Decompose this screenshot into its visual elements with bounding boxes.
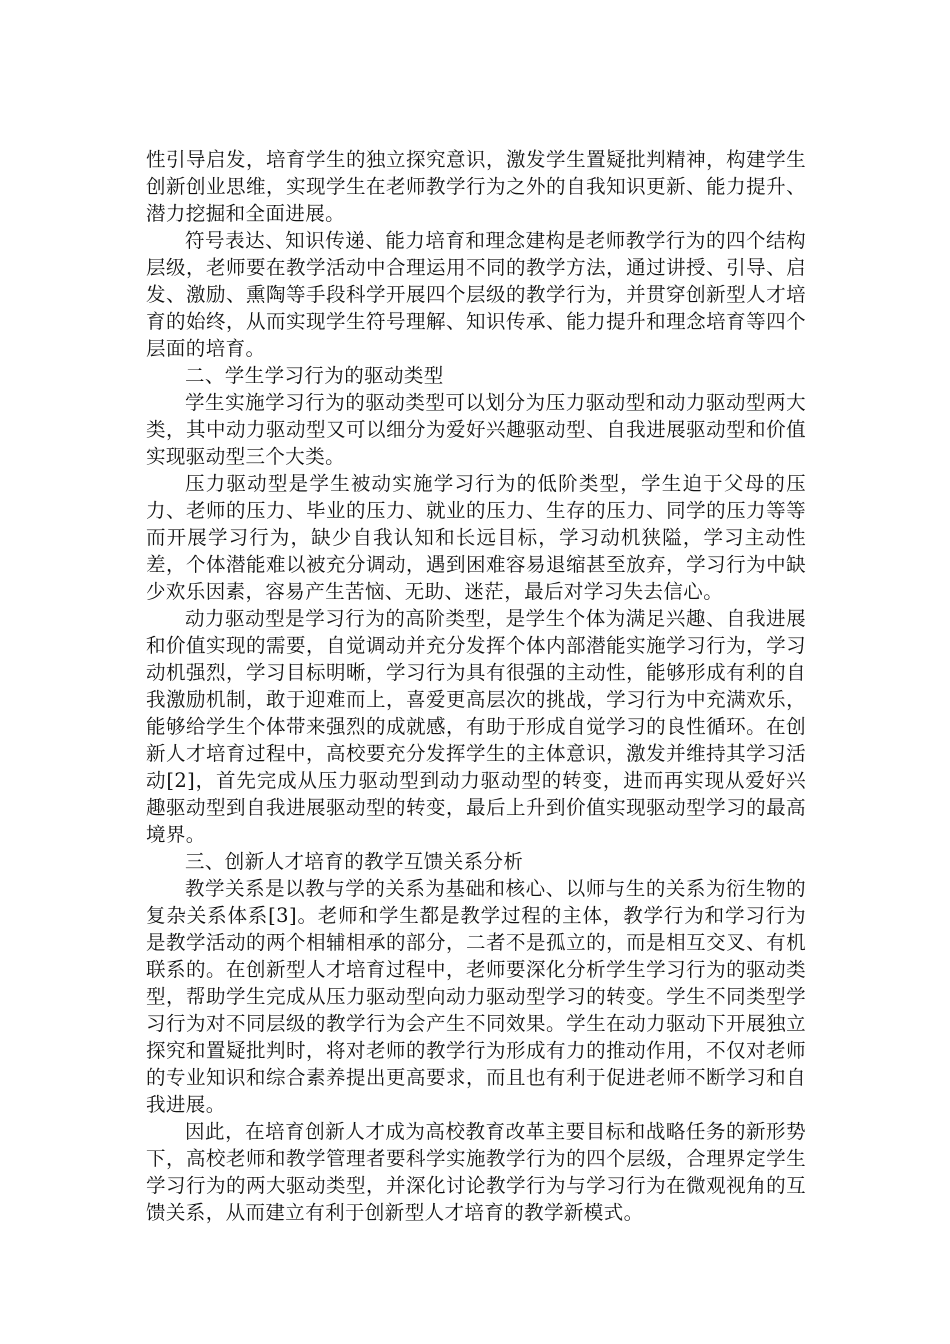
paragraph-pressure-driven: 压力驱动型是学生被动实施学习行为的低阶类型，学生迫于父母的压力、老师的压力、毕业的压力、就业的压力、生存的压力、同学的压力等等而开展学习行为，缺少自我认知和长远目标，学习动机狭隘，学习主动性差，个体潜能难以被充分调动，遇到困难容易退缩甚至放弃，学习行为中缺少欢乐因素，容易产生苦恼、无助、迷茫，最后对学习失去信心。: [146, 472, 806, 603]
paragraph-teaching-levels: 符号表达、知识传递、能力培育和理念建构是老师教学行为的四个结构层级，老师要在教学活动中合理运用不同的教学方法，通过讲授、引导、启发、激励、熏陶等手段科学开展四个层级的教学行为，并贯穿创新型人才培育的始终，从而实现学生符号理解、知识传承、能力提升和理念培育等四个层面的培育。: [146, 229, 806, 360]
paragraph-teaching-relationship: 教学关系是以教与学的关系为基础和核心、以师与生的关系为衍生物的复杂关系体系[3]。老师和学生都是教学过程的主体，教学行为和学习行为是教学活动的两个相辅相承的部分，二者不是孤立的，而是相互交叉、有机联系的。在创新型人才培育过程中，老师要深化分析学生学习行为的驱动类型，帮助学生完成从压力驱动型向动力驱动型学习的转变。学生不同类型学习行为对不同层级的教学行为会产生不同效果。学生在动力驱动下开展独立探究和置疑批判时，将对老师的教学行为形成有力的推动作用，不仅对老师的专业知识和综合素养提出更高要求，而且也有利于促进老师不断学习和自我进展。: [146, 877, 806, 1116]
section-heading-three: 三、创新人才培育的教学互馈关系分析: [185, 850, 524, 873]
paragraph-motivation-driven: 动力驱动型是学习行为的高阶类型，是学生个体为满足兴趣、自我进展和价值实现的需要，自觉调动并充分发挥个体内部潜能实施学习行为，学习动机强烈，学习目标明晰，学习行为具有很强的主动性，能够形成有利的自我激励机制，敢于迎难而上，喜爱更高层次的挑战，学习行为中充满欢乐，能够给学生个体带来强烈的成就感，有助于形成自觉学习的良性循环。在创新人才培育过程中，高校要充分发挥学生的主体意识，激发并维持其学习活动[2]，首先完成从压力驱动型到动力驱动型的转变，进而再实现从爱好兴趣驱动型到自我进展驱动型的转变，最后上升到价值实现驱动型学习的最高境界。: [146, 607, 806, 846]
paragraph-continued-intro: 性引导启发，培育学生的独立探究意识，激发学生置疑批判精神，构建学生创新创业思维，实现学生在老师教学行为之外的自我知识更新、能力提升、潜力挖掘和全面进展。: [146, 148, 806, 225]
paragraph-conclusion: 因此，在培育创新人才成为高校教育改革主要目标和战略任务的新形势下，高校老师和教学管理者要科学实施教学行为的四个层级，合理界定学生学习行为的两大驱动类型，并深化讨论教学行为与学习行为在微观视角的互馈关系，从而建立有利于创新型人才培育的教学新模式。: [146, 1120, 806, 1224]
section-heading-two: 二、学生学习行为的驱动类型: [185, 364, 444, 387]
paragraph-drive-types: 学生实施学习行为的驱动类型可以划分为压力驱动型和动力驱动型两大类，其中动力驱动型又可以细分为爱好兴趣驱动型、自我进展驱动型和价值实现驱动型三个大类。: [146, 391, 806, 468]
document-body: [146, 146, 806, 1226]
